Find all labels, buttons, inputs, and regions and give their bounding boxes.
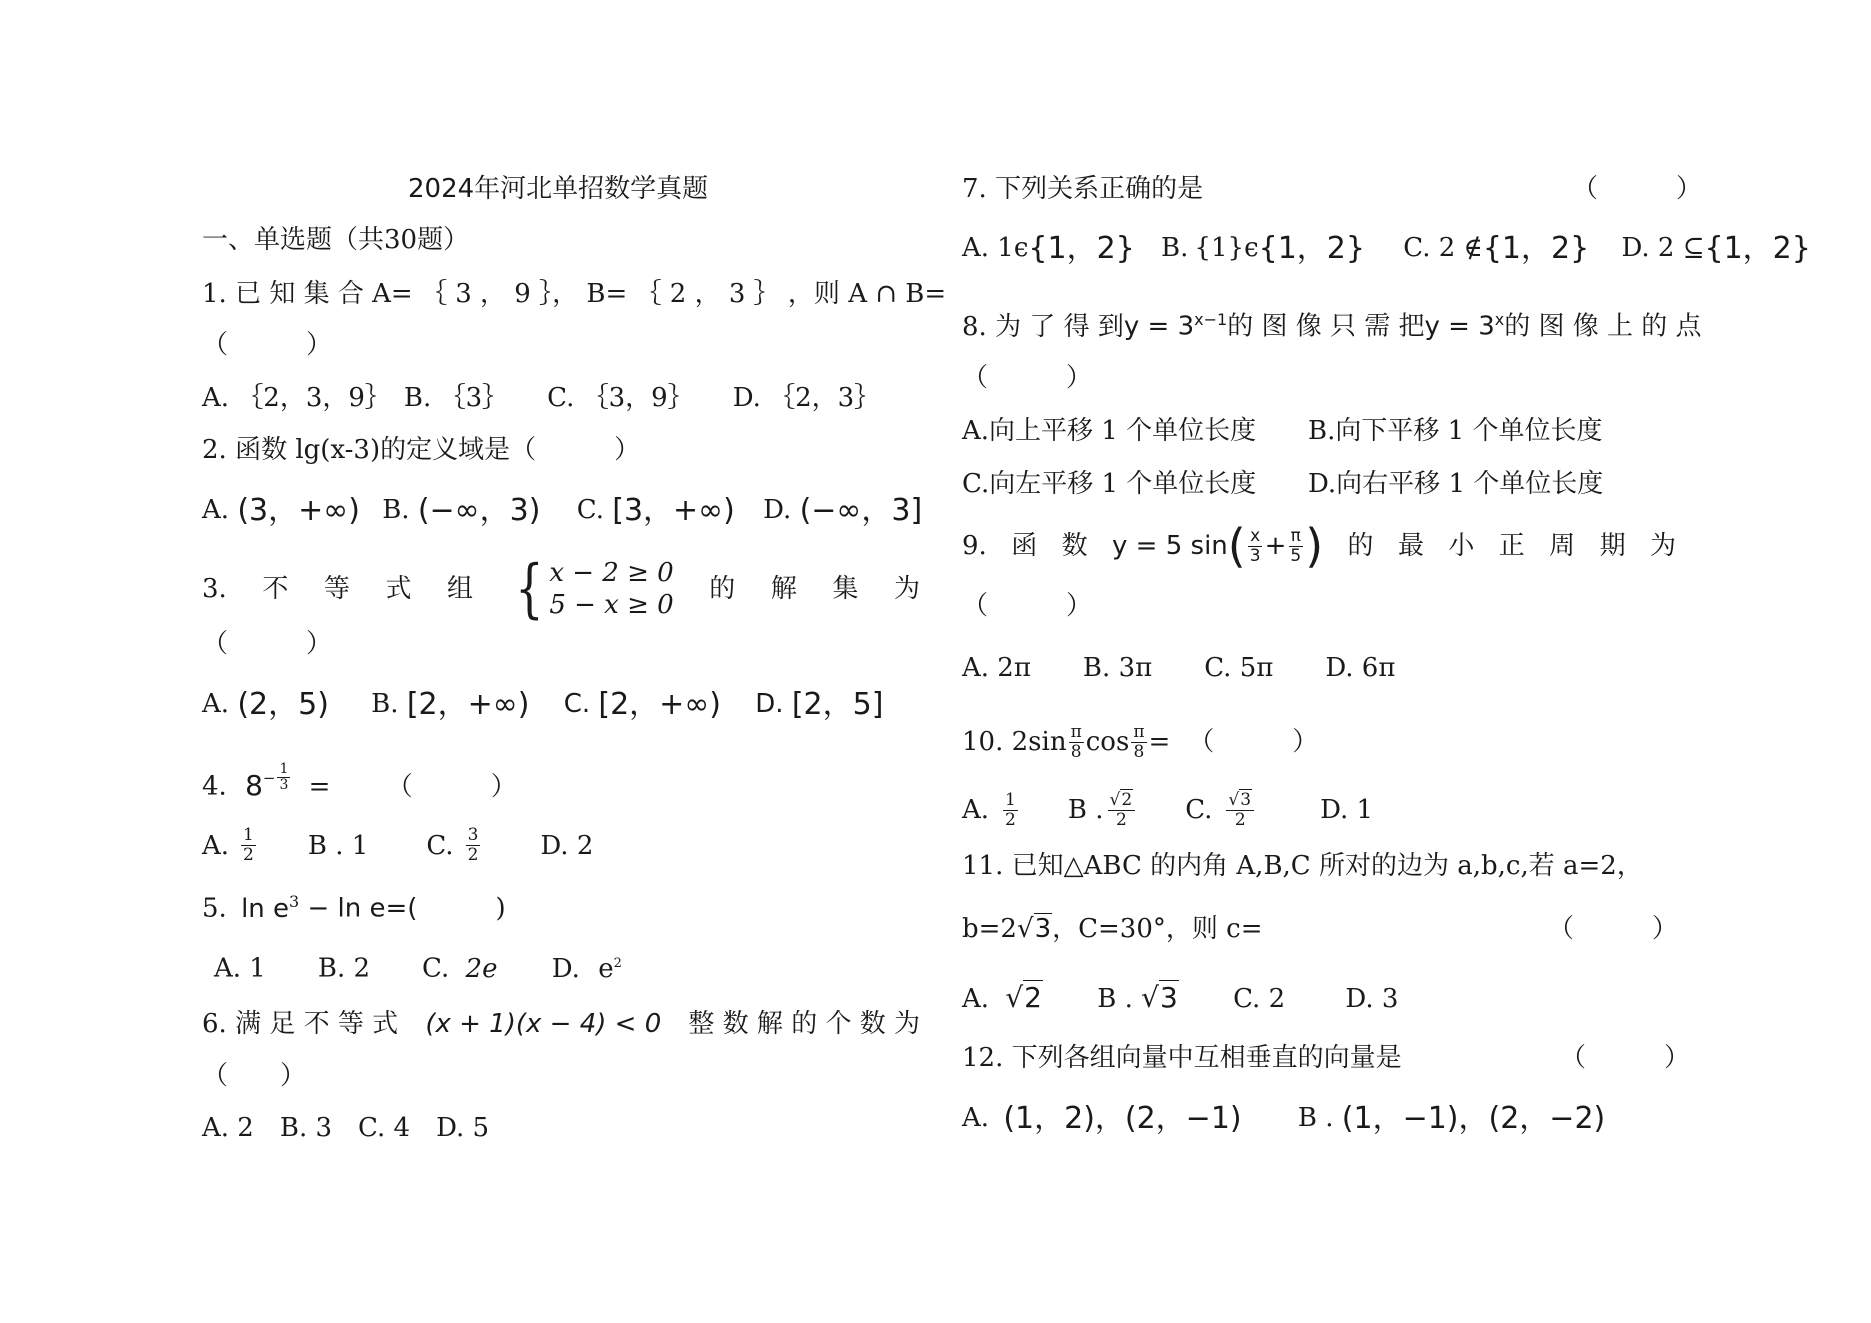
q8-option-c: C.向左平移 1 个单位长度 bbox=[962, 469, 1257, 499]
q8-answer-paren: （ ） bbox=[962, 363, 1093, 393]
q10-option-a-numerator: 1 bbox=[1005, 789, 1016, 810]
q3-word: 解 bbox=[770, 574, 797, 604]
q7-stem: 7. 下列关系正确的是 bbox=[962, 174, 1204, 204]
q9-word: 数 bbox=[1061, 531, 1088, 561]
q8-stem bbox=[962, 302, 1702, 345]
q6-answer-paren: （ ） bbox=[202, 1061, 307, 1091]
q11-option-a-label: A. bbox=[962, 984, 990, 1014]
q5-expression: ln e bbox=[241, 893, 290, 924]
q12-options bbox=[962, 1100, 1605, 1137]
q2-stem: 2. 函数 lg(x-3)的定义域是（ ） bbox=[202, 435, 641, 465]
q3-inequality-system bbox=[509, 552, 674, 626]
q8-function-2-exponent: x bbox=[1494, 310, 1505, 329]
q3-word: 组 bbox=[447, 574, 474, 604]
q3-stem bbox=[202, 552, 920, 626]
q4-option-a-label: A. bbox=[202, 830, 230, 861]
q9-plus: + bbox=[1264, 531, 1287, 561]
q11-option-d: D. 3 bbox=[1345, 984, 1399, 1014]
q6-stem-post: 整 数 解 的 个 数 为 bbox=[688, 1009, 920, 1039]
q9-answer-paren: （ ） bbox=[962, 591, 1093, 621]
q7-option-d-set: {1，2} bbox=[1704, 231, 1811, 266]
left-paren-icon: ( bbox=[1227, 519, 1246, 573]
q10-options: A. $\frac{1}{2}$ B . $\frac{√2}{2}$ C. $\frac{√3}{2}$ D. 1 bbox=[962, 789, 1374, 830]
q4-option-c-numerator: 3 bbox=[467, 825, 479, 845]
q5-option-c-value: 2e bbox=[465, 953, 498, 984]
q6-inequality: (x + 1)(x − 4) < 0 bbox=[425, 1009, 662, 1039]
q3-option-b-value: [2，+∞) bbox=[406, 687, 530, 722]
q9-options: A. 2π B. 3π C. 5π D. 6π bbox=[962, 653, 1396, 683]
q4-exponent-sign: − bbox=[262, 768, 276, 787]
q1-options: A. ｛2，3，9｝ B. ｛3｝ C. ｛3，9｝ D. ｛2，3｝ bbox=[202, 383, 881, 413]
q8-function-1: y = 3 bbox=[1123, 311, 1195, 342]
q7-option-b-label: B. bbox=[1161, 233, 1189, 263]
q4-option-a-denominator: 2 bbox=[243, 845, 254, 865]
q4-option-b: B . 1 bbox=[307, 830, 369, 861]
q5-option-d-exponent: 2 bbox=[613, 956, 622, 971]
q5-number: 5. bbox=[202, 893, 227, 924]
q2-option-a-label: A. bbox=[202, 495, 230, 525]
q9-pi-denominator: 5 bbox=[1290, 545, 1302, 566]
q4-option-a-numerator: 1 bbox=[243, 825, 254, 845]
q3-system-line-1: x − 2 ≥ 0 bbox=[549, 558, 674, 588]
q8-option-d: D.向右平移 1 个单位长度 bbox=[1308, 469, 1604, 499]
q6-options: A. 2 B. 3 C. 4 D. 5 bbox=[202, 1113, 490, 1143]
q12-option-a-value: (1，2)，(2，−1) bbox=[1003, 1101, 1242, 1136]
q2-option-d-value: (−∞，3] bbox=[799, 493, 923, 528]
q3-option-a-label: A. bbox=[202, 689, 230, 719]
q10-option-b-label: B . bbox=[1067, 795, 1104, 825]
q2-option-b-label: B. bbox=[382, 495, 410, 525]
q2-option-d-label: D. bbox=[763, 495, 792, 525]
q7-option-c-label: C. 2 ∉ bbox=[1403, 233, 1483, 263]
q7-option-b-set2: {1，2} bbox=[1258, 231, 1365, 266]
q4-answer-paren: （ ） bbox=[386, 771, 517, 802]
q4-base: 8 bbox=[245, 768, 263, 802]
q5-options-ab: A. 1 B. 2 C. bbox=[214, 953, 450, 984]
q11-line-1: 11. 已知△ABC 的内角 A,B,C 所对的边为 a,b,c,若 a=2， bbox=[962, 851, 1643, 881]
q3-word: 等 bbox=[323, 574, 350, 604]
q5-expression-rest: − ln e=( bbox=[299, 893, 418, 924]
q6-stem bbox=[202, 1006, 920, 1042]
q4-stem bbox=[202, 762, 517, 805]
q5-exponent: 3 bbox=[289, 892, 300, 911]
q2-option-c-label: C. bbox=[576, 495, 604, 525]
q5-answer-paren: ) bbox=[417, 893, 506, 924]
q3-word: 不 bbox=[262, 574, 289, 604]
q10-option-b-radicand: 2 bbox=[1121, 789, 1133, 810]
q9-word: 正 bbox=[1498, 531, 1525, 561]
q3-option-d-value: [2，5] bbox=[791, 687, 884, 722]
q10-option-c-label: C. bbox=[1185, 795, 1213, 825]
q6-stem-pre: 6. 满 足 不 等 式 bbox=[202, 1009, 399, 1039]
q4-equals: = bbox=[308, 771, 331, 802]
q3-options bbox=[202, 686, 883, 723]
q10-option-d: D. 1 bbox=[1320, 795, 1374, 825]
q2-options bbox=[202, 492, 922, 529]
q3-number: 3. bbox=[202, 574, 227, 604]
q9-word: 为 bbox=[1649, 531, 1676, 561]
q10-prefix: 10. 2sin bbox=[962, 727, 1067, 757]
q11-option-c: C. 2 bbox=[1233, 984, 1286, 1014]
q9-word: 小 bbox=[1448, 531, 1475, 561]
q10-option-c-radicand: 3 bbox=[1240, 789, 1252, 810]
q10-option-a-label: A. bbox=[962, 795, 990, 825]
q12-stem: 12. 下列各组向量中互相垂直的向量是 bbox=[962, 1043, 1402, 1073]
section-heading: 一、单选题（共30题） bbox=[202, 225, 470, 255]
q7-options bbox=[962, 230, 1811, 267]
q5-option-d-base: e bbox=[598, 953, 614, 984]
q4-option-c-label: C. bbox=[426, 830, 454, 861]
q4-option-c-denominator: 2 bbox=[467, 845, 479, 865]
q5-options bbox=[214, 946, 622, 987]
q9-stem bbox=[962, 519, 1676, 573]
q9-number: 9. bbox=[962, 531, 987, 561]
q10-option-b-denominator: 2 bbox=[1115, 809, 1127, 830]
q8-stem-pre: 8. 为 了 得 到 bbox=[962, 311, 1124, 342]
q3-word: 集 bbox=[832, 574, 859, 604]
q10-frac2-denominator: 8 bbox=[1133, 741, 1145, 762]
q4-number: 4. bbox=[202, 771, 227, 802]
q11-option-b-radicand: 3 bbox=[1160, 981, 1178, 1014]
q7-option-d-label: D. 2 ⊆ bbox=[1621, 233, 1705, 263]
q4-option-d: D. 2 bbox=[540, 830, 594, 861]
q12-option-b-value: (1，−1)，(2，−2) bbox=[1341, 1101, 1606, 1136]
q3-option-c-value: [2，+∞) bbox=[598, 687, 722, 722]
q10-option-a-denominator: 2 bbox=[1005, 809, 1016, 830]
q11-options: A. √2 B . √3 C. 2 D. 3 bbox=[962, 981, 1399, 1014]
q3-word: 式 bbox=[385, 574, 412, 604]
q9-function-name: y = 5 sin bbox=[1112, 531, 1228, 561]
q10-answer-paren: （ ） bbox=[1188, 727, 1319, 757]
q3-word: 为 bbox=[893, 574, 920, 604]
q5-stem bbox=[202, 884, 506, 927]
q12-option-b-label: B . bbox=[1297, 1103, 1334, 1133]
q3-option-a-value: (2，5) bbox=[237, 687, 329, 722]
q11-b-prefix: b=2 bbox=[962, 914, 1017, 944]
q11-line-2: b=2√3，C=30°，则 c= bbox=[962, 914, 1263, 944]
q9-pi-numerator: π bbox=[1290, 525, 1301, 546]
q11-option-b-label: B . bbox=[1097, 984, 1133, 1014]
q10-equals: = bbox=[1148, 727, 1171, 757]
q3-word: 的 bbox=[709, 574, 736, 604]
q12-answer-paren: （ ） bbox=[1560, 1043, 1691, 1073]
q9-word: 周 bbox=[1549, 531, 1576, 561]
q9-word: 最 bbox=[1397, 531, 1424, 561]
q9-x-denominator: 3 bbox=[1249, 545, 1261, 566]
q7-option-b-set1: {1} bbox=[1194, 233, 1245, 263]
q3-option-c-label: C. bbox=[563, 689, 591, 719]
q11-answer-paren: （ ） bbox=[1548, 914, 1679, 944]
q7-option-a-label: A. 1ϵ bbox=[962, 233, 1029, 263]
q5-option-d-label: D. bbox=[551, 953, 580, 984]
q10-frac1-denominator: 8 bbox=[1070, 741, 1082, 762]
q9-word: 期 bbox=[1599, 531, 1626, 561]
q7-option-a-set: {1，2} bbox=[1028, 231, 1135, 266]
q4-exponent-denominator: 3 bbox=[279, 777, 289, 793]
q3-option-d-label: D. bbox=[755, 689, 784, 719]
q9-word: 函 bbox=[1011, 531, 1038, 561]
q7-answer-paren: （ ） bbox=[1572, 174, 1703, 204]
page-title: 2024年河北单招数学真题 bbox=[408, 174, 709, 204]
q9-x-numerator: x bbox=[1250, 525, 1261, 546]
q3-option-b-label: B. bbox=[371, 689, 399, 719]
q8-function-1-exponent: x−1 bbox=[1194, 310, 1228, 329]
q7-option-c-set: {1，2} bbox=[1482, 231, 1590, 266]
q10-frac2-numerator: π bbox=[1133, 721, 1145, 742]
q9-word: 的 bbox=[1347, 531, 1374, 561]
q11-line-2-rest: ，C=30°，则 c= bbox=[1052, 914, 1263, 944]
q2-option-b-value: (−∞，3) bbox=[417, 493, 541, 528]
q1-answer-paren: （ ） bbox=[202, 330, 333, 360]
q9-function bbox=[1112, 519, 1324, 573]
q10-cos: cos bbox=[1085, 727, 1130, 757]
left-brace-icon: { bbox=[514, 552, 544, 626]
q1-stem: 1. 已 知 集 合 A= ｛ 3 ， 9 ｝， B= ｛ 2 ， 3 ｝ ，则 A ∩ B= bbox=[202, 279, 947, 309]
q12-option-a-label: A. bbox=[962, 1103, 990, 1133]
q2-option-c-value: [3，+∞) bbox=[612, 493, 735, 528]
q4-exponent-numerator: 1 bbox=[279, 761, 289, 777]
q11-option-a-radicand: 2 bbox=[1024, 981, 1042, 1014]
q3-answer-paren: （ ） bbox=[202, 629, 333, 659]
q8-stem-mid: 的 图 像 只 需 把 bbox=[1227, 311, 1425, 342]
q8-function-2: y = 3 bbox=[1424, 311, 1495, 342]
q10-option-c-denominator: 2 bbox=[1234, 809, 1246, 830]
q7-option-b-eps: ϵ bbox=[1244, 233, 1259, 263]
q8-stem-post: 的 图 像 上 的 点 bbox=[1504, 311, 1702, 342]
q2-option-a-value: (3，+∞) bbox=[237, 493, 360, 528]
q8-option-b: B.向下平移 1 个单位长度 bbox=[1308, 416, 1603, 446]
right-paren-icon: ) bbox=[1305, 519, 1324, 573]
q3-system-line-2: 5 − x ≥ 0 bbox=[549, 590, 674, 620]
q8-option-a: A.向上平移 1 个单位长度 bbox=[962, 416, 1257, 446]
q10-frac1-numerator: π bbox=[1070, 721, 1082, 742]
q10-stem bbox=[962, 718, 1318, 766]
q11-b-radicand: 3 bbox=[1034, 914, 1052, 944]
q4-options bbox=[202, 826, 593, 865]
